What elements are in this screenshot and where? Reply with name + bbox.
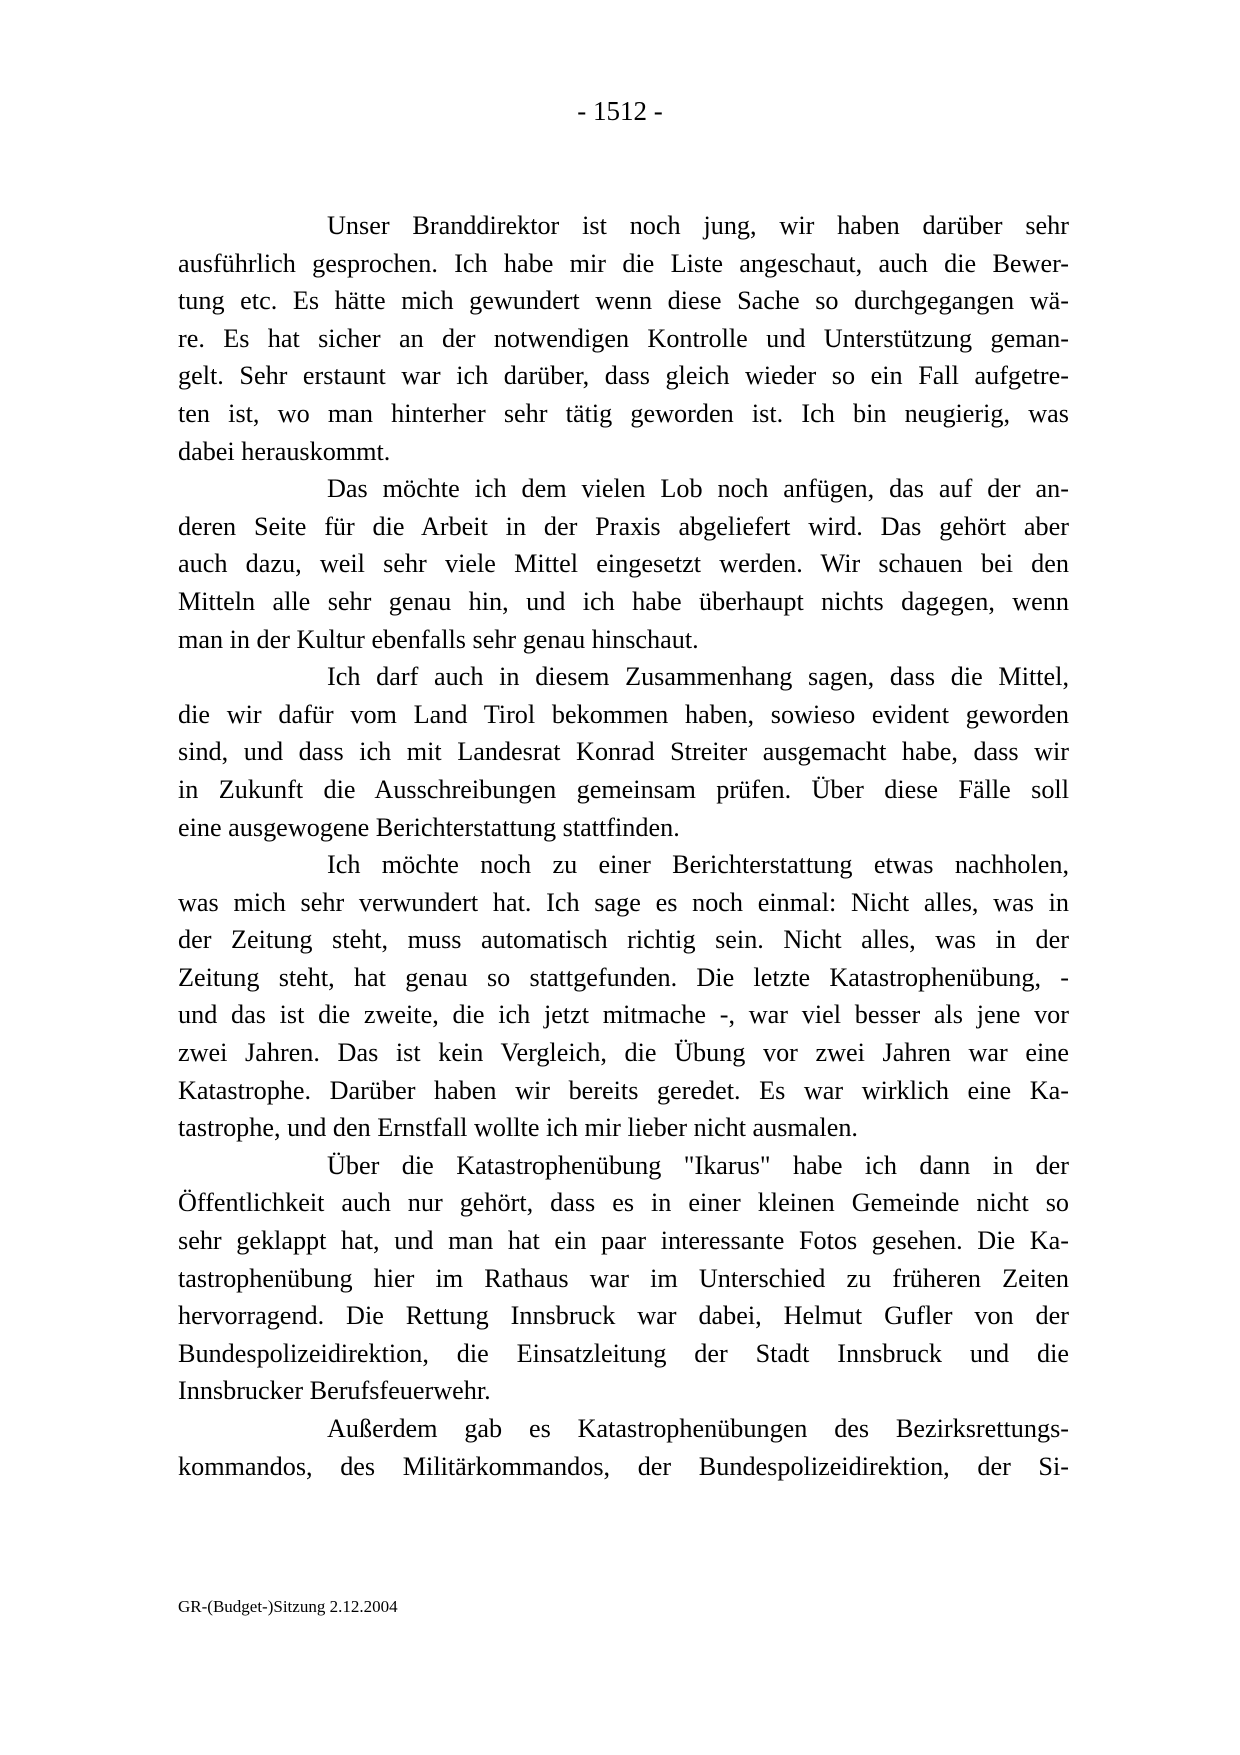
paragraph (178, 1147, 1069, 1410)
text-line: Ich darf auch in diesem Zusammenhang sagen, dass die Mittel, (327, 662, 1069, 692)
text-line: dabei herauskommt. (178, 436, 391, 466)
text-line: zwei Jahren. Das ist kein Vergleich, die Übung vor zwei Jahren war eine (178, 1038, 1069, 1068)
text-line: tung etc. Es hätte mich gewundert wenn diese Sache so durchgegangen wä- (178, 286, 1069, 316)
page-number: - 1512 - (577, 96, 663, 126)
text-line: der Zeitung steht, muss automatisch richtig sein. Nicht alles, was in der (178, 925, 1069, 955)
document-body (178, 207, 1069, 1485)
text-line: gelt. Sehr erstaunt war ich darüber, dass gleich wieder so ein Fall aufgetre- (178, 361, 1069, 391)
paragraph (178, 470, 1069, 658)
text-line: kommandos, des Militärkommandos, der Bundespolizeidirektion, der Si- (178, 1451, 1069, 1481)
text-line: tastrophe, und den Ernstfall wollte ich mir lieber nicht ausmalen. (178, 1113, 858, 1143)
text-line: hervorragend. Die Rettung Innsbruck war dabei, Helmut Gufler von der (178, 1301, 1069, 1331)
paragraph (178, 1410, 1069, 1485)
text-line: Unser Branddirektor ist noch jung, wir haben darüber sehr (327, 211, 1069, 240)
text-line: re. Es hat sicher an der notwendigen Kontrolle und Unterstützung geman- (178, 323, 1069, 353)
paragraph (178, 658, 1069, 846)
text-line: und das ist die zweite, die ich jetzt mitmache -, war viel besser als jene vor (178, 1000, 1069, 1030)
text-line: deren Seite für die Arbeit in der Praxis abgeliefert wird. Das gehört aber (178, 511, 1069, 541)
page-footer: GR-(Budget-)Sitzung 2.12.2004 (178, 1597, 398, 1616)
text-line: tastrophenübung hier im Rathaus war im Unterschied zu früheren Zeiten (178, 1263, 1069, 1293)
text-line: was mich sehr verwundert hat. Ich sage es noch einmal: Nicht alles, was in (178, 887, 1069, 917)
text-line: Bundespolizeidirektion, die Einsatzleitung der Stadt Innsbruck und die (178, 1338, 1069, 1368)
text-line: ten ist, wo man hinterher sehr tätig geworden ist. Ich bin neugierig, was (178, 398, 1069, 428)
paragraph (178, 207, 1069, 470)
text-line: Innsbrucker Berufsfeuerwehr. (178, 1376, 491, 1406)
text-line: Katastrophe. Darüber haben wir bereits geredet. Es war wirklich eine Ka- (178, 1075, 1069, 1105)
text-line: in Zukunft die Ausschreibungen gemeinsam prüfen. Über diese Fälle soll (178, 774, 1069, 804)
text-line: Über die Katastrophenübung "Ikarus" habe ich dann in der (327, 1150, 1069, 1180)
text-line: Das möchte ich dem vielen Lob noch anfügen, das auf der an- (327, 474, 1069, 504)
text-line: sind, und dass ich mit Landesrat Konrad Streiter ausgemacht habe, dass wir (178, 737, 1069, 767)
paragraph (178, 846, 1069, 1147)
text-line: man in der Kultur ebenfalls sehr genau hinschaut. (178, 624, 699, 654)
text-line: ausführlich gesprochen. Ich habe mir die Liste angeschaut, auch die Bewer- (178, 248, 1069, 278)
text-line: Mitteln alle sehr genau hin, und ich habe überhaupt nichts dagegen, wenn (178, 586, 1069, 616)
text-line: Öffentlichkeit auch nur gehört, dass es in einer kleinen Gemeinde nicht so (178, 1188, 1069, 1218)
text-line: die wir dafür vom Land Tirol bekommen haben, sowieso evident geworden (178, 699, 1069, 729)
text-line: Ich möchte noch zu einer Berichterstattung etwas nachholen, (327, 850, 1069, 880)
text-line: auch dazu, weil sehr viele Mittel eingesetzt werden. Wir schauen bei den (178, 549, 1069, 579)
text-line: eine ausgewogene Berichterstattung stattfinden. (178, 812, 680, 842)
text-line: sehr geklappt hat, und man hat ein paar interessante Fotos gesehen. Die Ka- (178, 1226, 1069, 1256)
text-line: Zeitung steht, hat genau so stattgefunden. Die letzte Katastrophenübung, - (178, 962, 1069, 992)
text-line: Außerdem gab es Katastrophenübungen des Bezirksrettungs- (327, 1414, 1069, 1443)
